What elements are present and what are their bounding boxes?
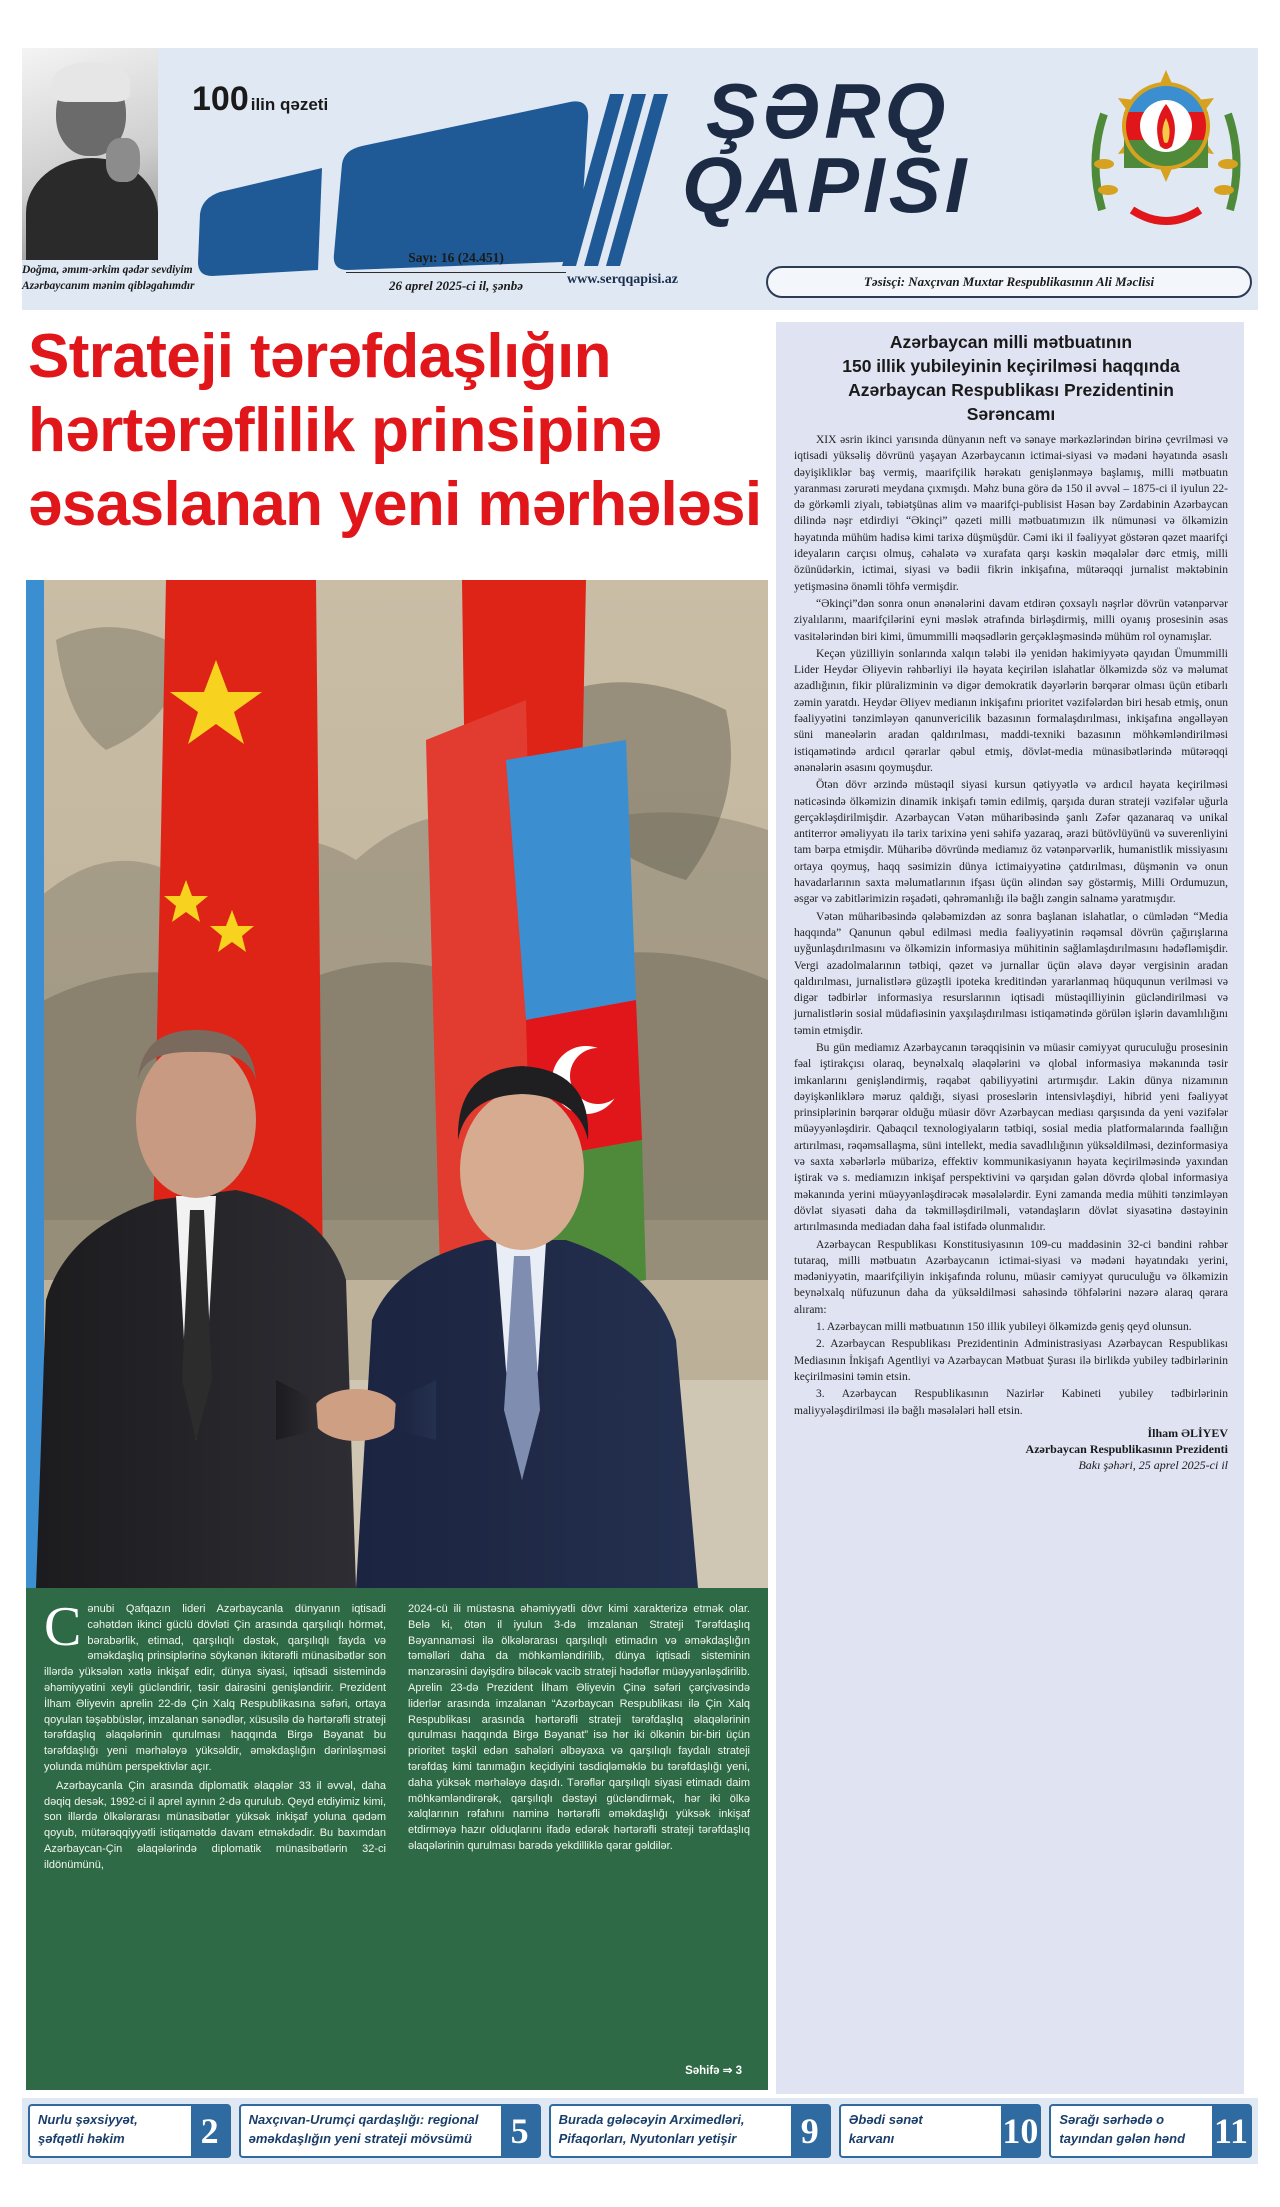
decree-paragraph: Azərbaycan Respublikası Konstitusiyasının 109-cu maddəsinin 32-ci bəndini rəhbər tutaraq, milli mətbuatın Azərbaycanın ictimai-siyasi və mədəni həyatındakı yerini, mədəniyyətin, maarifçiliyin inkişafında rolunu, müasir cəmiyyət quruculuğu və ölkəmizin beynəlxalq nüfuzunun daha da yüksəldilməsi sahəsində töhfələrini nəzərə alaraq qərara alıram: xyxy=(794,1238,1228,1316)
decree-paragraph: XIX əsrin ikinci yarısında dünyanın neft və sənaye mərkəzlərindən birinə çevrilməsi və iqtisadi yüksəliş dövrünü yaşayan Azərbaycanın ictimai-siyasi və mədəni həyatında əsaslı dəyişikliklər baş vermiş, maarifçilik hərəkatı genişlənməyə başlamış, milli mətbuatın yaranması zərurəti meydana çıxmışdı. Məhz buna görə də 150 il əvvəl – 1875-ci il iyulun 22-də görkəmli ziyalı, təbiətşünas alim və maarifçi-publisist Həsən bəy Zərdabinin Azərbaycan dilində nəşr etdirdiyi “Əkinçi” qəzeti milli mətbuatımızın ilk nümunəsi və ölkəmizin həyatında mühüm hadisə kimi tarixə düşmüşdür. Cəmi iki il fəaliyyət göstərən qəzet maarifçi ideyaların carçısı olmuş, cəhalətə və xurafata qarşı kəskin məqalələr dərc etmiş, milli özünüdərkin, ictimai, siyasi və bədii fikrin inkişafına, mütərəqqi jurnalist məktəbinin yetişməsinə önəmli töhfə vermişdir. xyxy=(794,434,1228,593)
lead-article-column-2 xyxy=(408,1602,750,2062)
decree-title: Azərbaycan milli mətbuatının 150 illik yubileyinin keçirilməsi haqqında Azərbaycan Respublikası Prezidentinin Sərəncamı xyxy=(842,332,1180,424)
page-number: 9 xyxy=(791,2106,829,2156)
page-number: 2 xyxy=(191,2106,229,2156)
signer-name: İlham ƏLİYEV xyxy=(1147,1425,1228,1440)
page-number: 11 xyxy=(1212,2106,1250,2156)
decree-item: 1. Azərbaycan milli mətbuatının 150 illik yubileyi ölkəmizdə geniş qeyd olunsun. xyxy=(816,1321,1192,1334)
state-emblem-icon xyxy=(1082,60,1250,248)
decree-paragraph: Keçən yüzilliyin sonlarında xalqın tələbi ilə yenidən hakimiyyətə qayıdan Ümummilli Lider Heydər Əliyevin rəhbərliyi ilə həyata keçirilən islahatlar ölkəmizdə söz və məlumat azadlığının, fikir plüralizminin və digər demokratik dəyərlərin bərqərar olması üçün etibarlı zəmin yaratdı. Heydər Əliyev medianın inkişafını prioritet vəzifələrdən biri hesab etmiş, onun fəaliyyətini tənzimləyən qanunvericilik bazasının formalaşdırılması, inkişafına əngəlləyən süni maneələrin aradan qaldırılması, maddi-texniki bazasının möhkəmləndirilməsi istiqamətində ardıcıl qərarlar qəbul etmiş, dövlət-media münasibətlərində mütərəqqi ənənələrin əsasını qoymuşdur. xyxy=(794,647,1228,774)
decree-paragraph: Ötən dövr ərzində müstəqil siyasi kursun qətiyyətlə və ardıcıl həyata keçirilməsi nəticəsində ölkəmizin dinamik inkişafı təmin edilmiş, qarşıda duran strateji vəzifələr uğurla gerçəkləşdirilmişdir. Azərbaycan Vətən müharibəsində şanlı Zəfər qazanaraq və unikal antiterror əməliyyatı ilə tarix tarixinə yeni səhifə yazaraq, ərazi bütövlüyünü və suverenliyini tam bərpa etmişdir. Müharibə dövründə mediamız öz vətənpərvərlik, humanistlik missiyasını ortaya qoymuş, haqq səsimizin dünya ictimaiyyətinə çatdırılması, düşmənin və onun havadarlarının saxta məlumatlarının ifşası üçün əlindən səy göstərmiş, Milli Ordumuzun, əsgər və zabitlərimizin rəşadəti, qəhrəmanlığı ilə bağlı zəngin salnamə yaratmışdır. xyxy=(794,779,1228,906)
issue-number: Sayı: 16 (24.451) xyxy=(408,250,504,265)
decree-paragraph: Vətən müharibəsində qələbəmizdən az sonra başlanan islahatlar, o cümlədən “Media haqqında” Qanunun qəbul edilməsi media fəaliyyətinin rəqəmsal dövrün çağırışlarına uyğunlaşdırılmasını və ölkəmizin informasiya mühitinin sağlamlaşdırılmasını hədəfləmişdir. Vergi azadolmalarının tətbiqi, qəzet və jurnallar üçün əlavə dəyər vergisinin aradan qaldırılması, jurnalistlərə güzəştli ipoteka kreditindən yararlanmaq hüququnun verilməsi və digər tədbirlər informasiya resurslarının iqtisadi müstəqilliyinin gücləndirilməsi və jurnalistlərin sosial müdafiəsinin yaxşılaşdırılması istiqamətində görülən işlərin davamlılığını təmin etmişdir. xyxy=(794,910,1228,1037)
teaser-page-2[interactable]: Nurlu şəxsiyyət, şəfqətli həkim 2 xyxy=(28,2104,231,2158)
signer-title: Azərbaycan Respublikasının Prezidenti xyxy=(1025,1441,1228,1456)
drop-cap: C xyxy=(44,1596,82,1658)
teaser-page-5[interactable]: Naxçıvan-Urumçi qardaşlığı: regional əməkdaşlığın yeni strateji mövsümü 5 xyxy=(239,2104,541,2158)
main-headline: Strateji tərəfdaşlığın hərtərəflilik prinsipinə əsaslanan yeni mərhələsi xyxy=(28,322,762,539)
teaser-page-10[interactable]: Əbədi sənət karvanı 10 xyxy=(839,2104,1042,2158)
website-link[interactable]: www.serqqapisi.az xyxy=(567,272,678,287)
presidential-decree xyxy=(776,322,1244,2094)
teaser-page-9[interactable]: Burada gələcəyin Arximedləri, Pifaqorları, Nyutonları yetişir 9 xyxy=(549,2104,831,2158)
lead-paragraph-2: Azərbaycanla Çin arasında diplomatik əlaqələr 33 il əvvəl, daha dəqiq desək, 1992-ci il aprel ayının 2-də qurulub. Qeyd etdiyimiz kimi, son illərdə ölkələrarası münasibətlər yüksək inkişaf yoluna qədəm qoyub, mütərəqqiyyətli istiqamətdə davam etməkdədir. Bu baxımdan Azərbaycan-Çin əlaqələrində diplomatik münasibətlərin 32-ci ildönümünü, xyxy=(44,1779,386,1871)
divider xyxy=(346,272,566,273)
decree-item: 3. Azərbaycan Respublikasının Nazirlər Kabineti yubiley tədbirlərinin maliyyələşdirilməsi ilə bağlı məsələləri həll etsin. xyxy=(794,1388,1228,1417)
decree-paragraph: “Əkinçi”dən sonra onun ənənələrini davam etdirən çoxsaylı nəşrlər dövrün vətənpərvər ziyalılarını, maarifçilərini eyni məslək ətrafında birləşdirmiş, milli oyanış prosesinin əsas vasitələrindən biri kimi, ümummilli məqsədlərin gerçəkləşməsində mühüm rol oynamışlar. xyxy=(794,597,1228,643)
continued-on-page-link[interactable]: Səhifə ⇒ 3 xyxy=(685,2065,742,2078)
decree-place-date: Bakı şəhəri, 25 aprel 2025-ci il xyxy=(1078,1457,1228,1472)
masthead xyxy=(22,48,1258,310)
lead-paragraph-3: 2024-cü ili müstəsna əhəmiyyətli dövr kimi xarakterizə etmək olar. Belə ki, ötən il iyulun 3-də imzalanan Strateji Tərəfdaşlıq Bəyannaməsi ilə ölkələrarası qarşılıqlı etimadın və əməkdaşlığın təməlləri daha da möhkəmləndirilib, dünya iqtisadi sisteminin mənzərəsini dəyişdirə biləcək vacib strateji hədəflər müəyyənləşdirilib. Aprelin 23-də Prezident İlham Əliyevin Çinə səfəri çərçivəsində liderlər arasında imzalanan “Azərbaycan Respublikası ilə Çin Xalq Respublikası arasında hərtərəfli strateji tərəfdaşlıq əlaqələrinin qurulması haqqında Birgə Bəyanat” isə hər iki ölkənin bir-biri üçün prioritet təşkil edən sahələri əlbəyaxa və qarşılıqlı faydalı strateji tərəfdaş kimi tanımağın keçidiyini təsdiqləməklə bu tərəfdaşlığı yeni, daha yüksək mərhələyə daşıdı. Tərəflər qarşılıqlı siyasi etimadı daim möhkəmləndirərək, qarşılıqlı dəstəyi gücləndirmək, hər iki ölkə xalqlarının rəfahını naminə hərtərəfli əməkdaşlığı yüksək inkişaf etdirməyə hazır olduqlarını ifadə edərək hərtərəfli strateji tərəfdaşlıq əlaqələrinin qurulması barədə yekdilliklə qərar gəldilər. xyxy=(408,1603,750,1852)
newspaper-logo: ŞƏRQ QAPISI xyxy=(682,67,971,229)
page-teasers xyxy=(22,2098,1258,2164)
decree-signature xyxy=(794,1425,1228,1473)
page-number: 10 xyxy=(1001,2106,1039,2156)
issue-date: 26 aprel 2025-ci il, şənbə xyxy=(389,278,523,293)
lead-article-column-1 xyxy=(44,1596,386,2062)
decree-item: 2. Azərbaycan Respublikası Prezidentinin Administrasiyası Azərbaycan Respublikası Mediasının İnkişafı Agentliyi və Azərbaycan Mətbuat Şurası ilə birlikdə yubiley tədbirlərinin keçirilməsini təmin etsin. xyxy=(794,1338,1228,1383)
anniversary-label: 100 ilin qəzeti xyxy=(192,80,329,118)
lead-paragraph-1: Cənubi Qafqazın lideri Azərbaycanla dünyanın iqtisadi cəhətdən ikinci güclü dövləti Çin arasında qarşılıqlı hörmət, bərabərlik, etimad, qarşılıqlı dəstək, qarşılıqlı fayda və əməkdaşlıq prinsiplərinə söykənən ikitərəfli münasibətlər son illərdə yüksələn xətlə inkişaf edir, dünya siyasi, iqtisadi sistemində əhəmiyyətini xeyli gücləndirir, təsir dairəsini genişləndirir. Prezident İlham Əliyevin aprelin 22-də Çin Xalq Respublikasına səfəri, ortaya qoyulan təşəbbüslər, imzalanan sənədlər, xüsusilə də hərtərəfli strateji tərəfdaşlıq əlaqələrinin qurulması haqqında Birgə Bəyanat bu tərəfdaşlığı yeni mərhələyə yüksəldir, əməkdaşlığın dərinləşməsi yolunda mühüm perspektivlər açır. xyxy=(44,1596,386,1773)
page-number: 5 xyxy=(501,2106,539,2156)
decree-body xyxy=(794,432,1228,1419)
decree-paragraph: Bu gün mediamız Azərbaycanın tərəqqisinin və müasir cəmiyyət quruculuğu prosesinin fəal iştirakçısı olaraq, beynəlxalq əlaqələrini və qlobal informasiya məkanında təsir imkanlarını genişləndirmiş, rəqabət qabiliyyətini artırmışdır. Lakin dünya nizamının dəyişkənliklərə məruz qaldığı, siyasi proseslərin intensivləşdiyi, hibrid yeni fəaliyyət prinsiplərinin bərqərar olduğu müasir dövr Azərbaycan mediası qarşısında da yeni vəzifələr müəyyənləşdirir. Qabaqcıl texnologiyaların tətbiqi, sosial media platformalarında fəallığın artırılması, rəqəmsallaşma, süni intellekt, media savadlılığının yüksəldilməsi, dezinformasiya və saxta xəbərlərlə mübarizə, effektiv kommunikasiyanın həyata keçirilməsində yaxından iştirak və s. mediamızın inkişaf perspektivini və qarşıdan gələn dövrdə qlobal informasiya məkanında yerini müəyyənləşdirəcək məsələlərdir. Eyni zamanda media mühiti tənzimləyən dövlət siyasəti daha da təkmilləşdirilməli, vətəndaşların dövlət siyasətinə dəstəyinin artırılmasında mediadan daha fəal istifadə olunmalıdır. xyxy=(794,1041,1228,1234)
founder-portrait xyxy=(22,48,158,260)
lead-photo xyxy=(26,580,768,1588)
teaser-page-11[interactable]: Sərağı sərhədə o tayından gələn hənd 11 xyxy=(1049,2104,1252,2158)
founder-banner: Təsisçi: Naxçıvan Muxtar Respublikasının Ali Məclisi xyxy=(766,266,1252,298)
masthead-tagline: Doğma, əmım-ərkim qədər sevdiyim Azərbaycanım mənim qibləgahımdır xyxy=(22,264,195,292)
lead-article xyxy=(26,1588,768,2090)
handshake-photo-illustration xyxy=(26,580,768,1588)
